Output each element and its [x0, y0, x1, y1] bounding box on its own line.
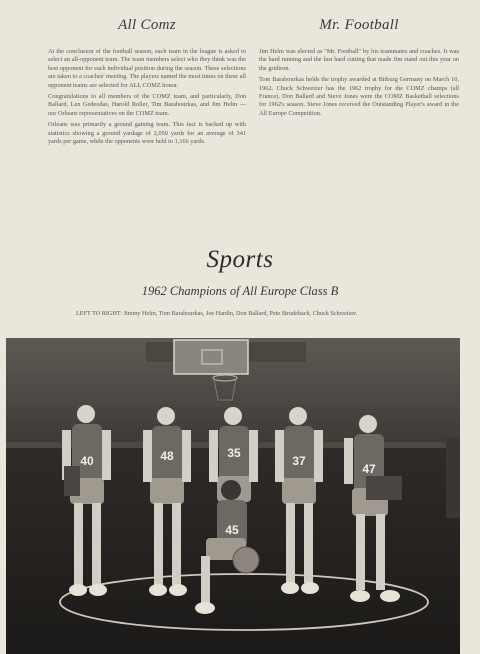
jersey-number: 45	[225, 523, 239, 537]
all-comz-paragraph: At the conclusion of the football season, each team in the league is asked to select an all-opponent team. The team members select who they think was the best opponent for each individual position during the season. These selections are taken to a coaches' meeting. The players named the most times on these all opponent teams are selected for ALL COMZ honor.	[48, 48, 246, 89]
all-comz-paragraph: Orleans was primarily a ground gaining team. This fact is backed up with statistics showing a ground yardage of 2,050 yards for an average of 341 yards per game, while the opponents were held to 1,166 yards.	[48, 121, 246, 146]
team-photo-illustration	[6, 338, 460, 654]
all-comz-title: All Comz	[118, 17, 176, 33]
backboard	[174, 340, 248, 374]
jersey-number: 40	[80, 454, 94, 468]
sports-subtitle: 1962 Champions of All Europe Class B	[141, 284, 339, 298]
team-photo	[6, 338, 460, 654]
mr-football-paragraph: Tom Barabourkas holds the trophy awarded at Bitburg Germany on March 10, 1962. Chuck Schweizer has the 1962 trophy for the COMZ champs (all France). Don Ballard and Steve Jones were the COMZ Basketball selections for 1962's season. Steve Jones received the Outstanding Player's award in the All Europe Competition.	[259, 76, 459, 117]
sports-heading: Sports	[206, 246, 274, 273]
jersey-number: 48	[160, 449, 174, 463]
jersey-number: 35	[227, 446, 241, 460]
mr-football-column	[259, 0, 459, 121]
all-comz-column	[48, 0, 246, 149]
jersey-number: 37	[292, 454, 306, 468]
mr-football-paragraph: Jim Helm was elected as "Mr. Football" by his teammates and coaches. It was the hard running and the fast hard cutting that made Jim stand out this year on the gridiron.	[259, 48, 459, 72]
mr-football-title: Mr. Football	[319, 17, 399, 33]
trophy	[366, 476, 402, 500]
all-comz-paragraph: Congratulations to all members of the COMZ team, and particularly, Don Ballard, Len Gedeodas, Harold Roller, Tim Barabourkas, and Jim Helm — our Orleans representatives on the COMZ team.	[48, 93, 246, 117]
basketball	[233, 547, 259, 573]
photo-caption: LEFT TO RIGHT: Jimmy Helm, Tom Barabourkas, Joe Hardin, Don Ballard, Pete Strudeback, Chuck Schweizer.	[76, 310, 358, 317]
background-figure	[446, 438, 460, 518]
jersey-number: 47	[362, 462, 376, 476]
